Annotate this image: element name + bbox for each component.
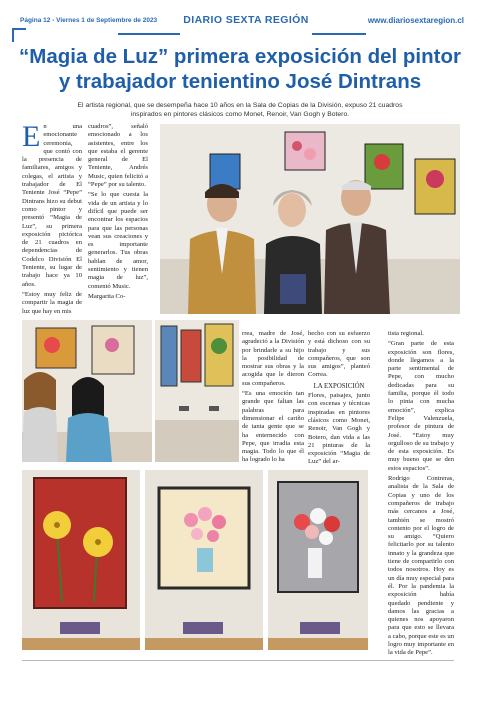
col5-paragraph-3: Rodrigo Contreras, analista de la Sala de Copias y uno de los compañeros de trabajo más cercanos a José, también se mostró contento por el logro de su amigo. “Quiero felicitarlo por su talento innato y la grandeza que tiene de compartirlo con todos nosotros. Hoy es un día muy especial para él. Por la pandemia la exposición había quedado pendiente y damos las gracias a quienes nos apoyaron para que esto se llevara a cabo, porque este es un logro muy importante en la vida de Pepe”.: [388, 475, 454, 657]
photo-painting-pink-roses: [145, 470, 263, 650]
photo-painting-red-white-roses-image: [268, 470, 368, 650]
article-column-2: [88, 123, 148, 303]
col2-paragraph-2: “Se lo que cuesta la vida de un artista y lo difícil que puede ser encontrar los espacios para que las personas vean sus creaciones y es importante generarlos. Tus obras hablan de amor, sentimiento y tienen magia de luz”, comentó Music.: [88, 191, 148, 290]
subhead: El artista regional, que se desempeña hace 10 años en la Sala de Copias de la División, expuso 21 cuadros inspirados en pintores clásicos como Monet, Renoir, Van Gogh y Botero.: [77, 102, 403, 118]
corner-mark: [12, 28, 26, 42]
article-column-5: [388, 330, 454, 660]
article-column-4: [308, 330, 370, 469]
col1-paragraph-1: n una emocionante ceremonia, que contó con la presencia de familiares, amigos y colegas, el artista y trabajador de El Teniente José “Pepe” Dintrans hizo su debut como pintor y presentó “Magia de Luz”, su primera exposición pictórica de 21 cuadros en dependencias de Codelco División El Teniente, su lugar de trabajo hace ya 10 años.: [22, 123, 82, 288]
photo-visitors-gallery: [22, 320, 152, 462]
headline-line-1: “Magia de Luz” primera exposición del pintor: [19, 45, 461, 68]
photo-painting-pink-roses-image: [145, 470, 263, 650]
col2-paragraph-3: Margarita Co-: [88, 292, 126, 300]
article-column-3: [242, 330, 304, 467]
col5-paragraph-1: tista regional.: [388, 330, 424, 337]
col5-paragraph-2: “Gran parte de esta exposición son flores, donde llegamos a la parte sentimental de Pepe, con mucho dedicadas para su familia, porque él todo lo pinta con mucha emoción”, explica Felipe Valenzuela, profesor de pintura de José. “Estoy muy orgulloso de su trabajo y de esta exposición. Es muy bueno que se den estos espacios”.: [388, 340, 454, 472]
page-meta: Página 12 - Viernes 1 de Septiembre de 2023: [20, 17, 158, 24]
page-header: [0, 0, 480, 34]
photo-gallery-wall-image: [155, 320, 239, 462]
section-heading-exposicion: LA EXPOSICIÓN: [313, 382, 365, 390]
photo-painting-yellow-flowers-image: [22, 470, 140, 650]
col4-paragraph-1: hecho con su esfuerzo y está dichoso con su trabajo y sus compañeros, que son sus amigos”, planteó Correa.: [308, 330, 370, 379]
article-column-1: [22, 120, 82, 318]
photo-painting-yellow-flowers: [22, 470, 140, 650]
col3-paragraph-1: rrea, madre de José, agradeció a la División por brindarle a su hijo la posibilidad de mostrar sus obras y la acogida que le dieron sus compañeros.: [242, 330, 304, 387]
photo-gallery-wall: [155, 320, 239, 462]
site-url[interactable]: www.diariosextaregion.cl: [367, 16, 464, 25]
col2-paragraph-1: cuadros”, señaló emocionado a los asistentes, entre los que estaba el gerente general de El Teniente, Andrés Music, quien felicitó a “Pepe” por su talento.: [88, 123, 148, 189]
header-rule-left: [118, 33, 180, 35]
col3-paragraph-2: “Es una emoción tan grande que faltan las palabras para dimensionar el cariño de tanta gente que se ha enternecido con Pepe, que irradia esta magia. Todo lo que él ha logrado lo ha: [242, 390, 304, 464]
headline: [0, 44, 480, 94]
photo-painting-red-white-roses: [268, 470, 368, 650]
headline-line-2: y trabajador tenientino José Dintrans: [58, 70, 422, 93]
masthead: DIARIO SEXTA REGIÓN: [183, 14, 309, 26]
dropcap: E: [22, 120, 41, 153]
footer-rule: [22, 660, 454, 661]
header-rule-right: [312, 33, 366, 35]
col4-paragraph-2: Flores, paisajes, junto con escenas y técnicas inspiradas en pintores clásicos como Monet, Renoir, Van Gogh y Botero, dan vida a las 21 pinturas de la exposición “Magia de Luz” del ar-: [308, 392, 370, 466]
photo-visitors-gallery-image: [22, 320, 152, 462]
col1-paragraph-2: “Estoy muy feliz de compartir la magia de luz que hay en mis: [22, 290, 82, 315]
photo-dintrans-family: [160, 124, 460, 314]
photo-dintrans-family-image: [160, 124, 460, 314]
